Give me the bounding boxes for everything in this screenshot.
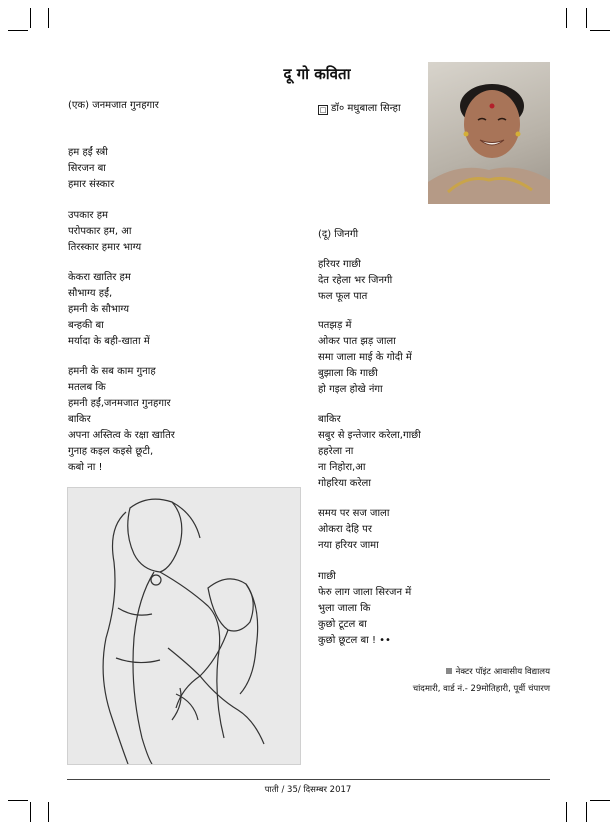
crop-mark xyxy=(48,802,49,822)
crop-mark xyxy=(586,8,587,28)
author-portrait-drawing xyxy=(428,62,550,204)
poem1-stanza xyxy=(68,145,114,193)
crop-mark xyxy=(566,8,567,28)
poem-line: ना निहोरा,आ xyxy=(318,462,366,473)
crop-mark xyxy=(566,802,567,822)
poem-line: हमनी के सब काम गुनाह xyxy=(68,366,156,377)
poem2-heading: (दू) जिनगी xyxy=(318,229,359,240)
poem2-stanza xyxy=(318,257,392,305)
bullet-square-icon xyxy=(446,668,452,674)
poem-line: भुला जाला कि xyxy=(318,603,371,614)
poem-line: हरियर गाछी xyxy=(318,259,361,270)
poem-line: कबो ना ! xyxy=(68,462,103,473)
crop-mark xyxy=(590,30,610,31)
page-footer: पाती / 35/ दिसम्बर 2017 xyxy=(264,785,352,795)
author-photo xyxy=(428,62,550,204)
poem-line: बन्हकी बा xyxy=(68,320,104,331)
footer-divider xyxy=(67,779,550,780)
poem-line: हमार संस्कार xyxy=(68,179,115,190)
poem-line: अपना अस्तित्व के रक्षा खातिर xyxy=(68,430,175,441)
address-line-1 xyxy=(446,666,550,677)
poem1-stanza xyxy=(68,270,150,350)
poem2-stanza xyxy=(318,412,421,492)
poem-line: हमनी हईं,जनमजात गुनहगार xyxy=(68,398,171,409)
poem-line: गोहरिया करेला xyxy=(318,478,371,489)
poem-line: ओकर पात झड़ जाला xyxy=(318,336,396,347)
poem-line: ओकरा देहि पर xyxy=(318,524,372,535)
crop-mark xyxy=(30,802,31,822)
poem1-stanza xyxy=(68,208,141,256)
poem-line: फल फूल पात xyxy=(318,291,368,302)
poem-line: हमनी के सौभाग्य xyxy=(68,304,130,315)
address-school: नेक्टर पॉइंट आवासीय विद्यालय xyxy=(455,667,550,677)
crop-mark xyxy=(48,8,49,28)
poem-line: बुझाला कि गाछी xyxy=(318,368,378,379)
poem-line: सिरजन बा xyxy=(68,163,106,174)
author-byline xyxy=(318,100,401,115)
poem-line: समा जाला माई के गोदी में xyxy=(318,352,412,363)
poem-line: हो गइल होखे नंगा xyxy=(318,384,383,395)
poem-line: केकरा खातिर हम xyxy=(68,272,131,283)
poem1-stanza xyxy=(68,364,175,476)
poem-line: गुनाह कइल कइसे छूटी, xyxy=(68,446,154,457)
poem-line: कुछो टूटल बा xyxy=(318,619,367,630)
address-line-2: चांदमारी, वार्ड नं.- 29मोतिहारी, पूर्वी चंपारण xyxy=(412,684,550,694)
poem-line: फेरु लाग जाला सिरजन में xyxy=(318,587,412,598)
poem2-stanza xyxy=(318,506,389,554)
poem-line: सबुर से इन्तेजार करेला,गाछी xyxy=(318,430,421,441)
page-title: दू गो कविता xyxy=(283,65,351,83)
poem2-stanza xyxy=(318,318,412,398)
poem-line: परोपकार हम, आ xyxy=(68,226,132,237)
crop-mark xyxy=(8,30,28,31)
poem-line: बाकिर xyxy=(318,414,341,425)
poem-line: हम हईं स्त्री xyxy=(68,147,108,158)
crop-mark xyxy=(590,800,610,801)
sketch-drawing xyxy=(68,488,300,764)
poem-line: कुछो छूटल बा ! •• xyxy=(318,635,391,646)
crop-mark xyxy=(30,8,31,28)
poem-line: बाकिर xyxy=(68,414,91,425)
poem2-stanza xyxy=(318,569,411,649)
poem-line: देत रहेला भर जिनगी xyxy=(318,275,393,286)
poem1-heading: (एक) जनमजात गुनहगार xyxy=(68,100,159,111)
poem-line: मर्यादा के बही-खाता में xyxy=(68,336,150,347)
poem-line: पतझड़ में xyxy=(318,320,352,331)
poem-line: उपकार हम xyxy=(68,210,108,221)
poem-line: मतलब कि xyxy=(68,382,106,393)
poem-line: समय पर सज जाला xyxy=(318,508,390,519)
author-name: डॉ० मधुबाला सिन्हा xyxy=(331,103,401,114)
crop-mark xyxy=(8,800,28,801)
poem-line: गाछी xyxy=(318,571,336,582)
poem-line: नया हरियर जामा xyxy=(318,540,379,551)
mother-child-illustration xyxy=(67,487,301,765)
poem-line: हहरेला ना xyxy=(318,446,354,457)
poem-line: तिरस्कार हमार भाग्य xyxy=(68,242,142,253)
crop-mark xyxy=(586,802,587,822)
author-marker-icon: □ xyxy=(319,106,327,114)
poem-line: सौभाग्य हईं, xyxy=(68,288,113,299)
